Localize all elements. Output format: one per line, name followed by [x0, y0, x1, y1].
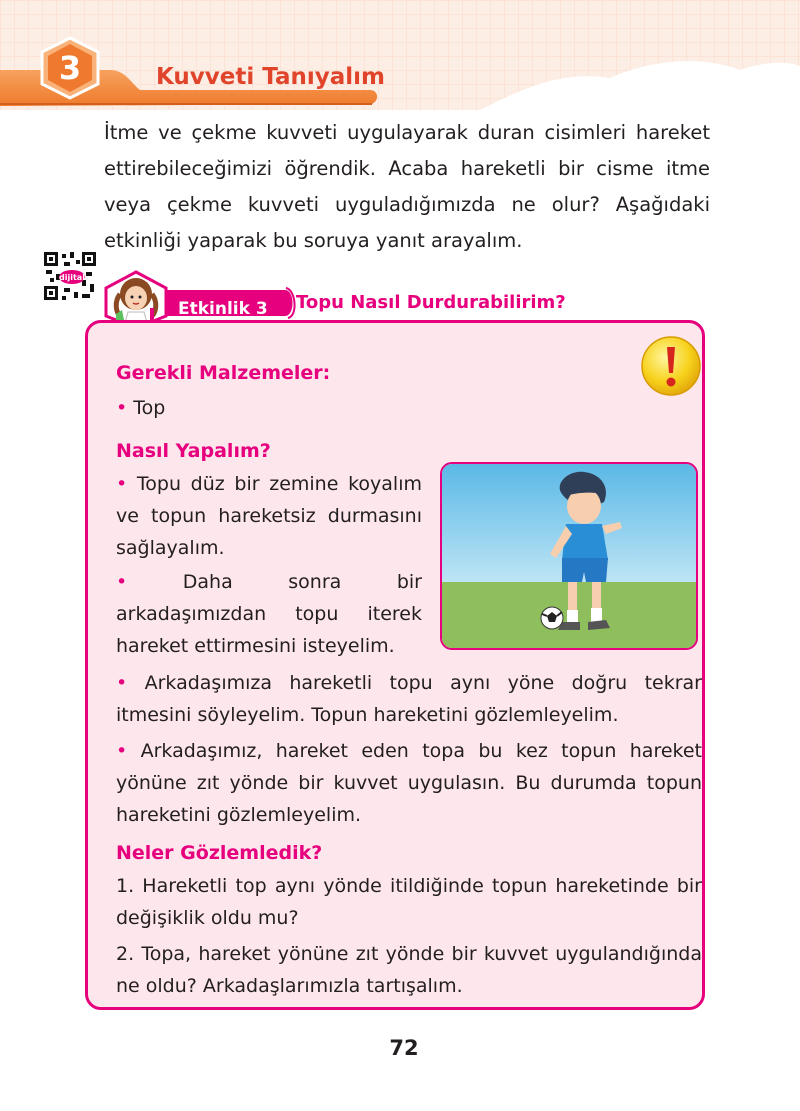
activity-title: Topu Nasıl Durdurabilirim?: [296, 292, 566, 313]
step-text: Arkadaşımız, hareket eden topa bu kez topun hareket yönüne zıt yönde bir kuvvet uygulasın. Bu durumda topun hareketini gözlemleyelim.: [116, 740, 702, 826]
unit-number: 3: [58, 49, 82, 87]
qr-code-icon[interactable]: [42, 250, 98, 302]
page-number: 72: [389, 1036, 419, 1060]
materials-heading: Gerekli Malzemeler:: [116, 362, 331, 384]
question-2: 2. Topa, hareket yönüne zıt yönde bir kuvvet uygulandığında ne oldu? Arkadaşlarımızla tartışalım.: [116, 943, 702, 997]
step-2: [116, 566, 422, 662]
step-text: Daha sonra bir arkadaşımızdan topu iterek hareket ettirmesini isteyelim.: [116, 571, 422, 657]
unit-header: [0, 0, 800, 125]
bullet-icon: •: [116, 740, 128, 762]
step-text: Arkadaşımıza hareketli topu aynı yöne doğru tekrar itmesini söyleyelim. Topun hareketini gözlemleyelim.: [116, 672, 702, 726]
bullet-icon: •: [116, 571, 128, 593]
step-1: [116, 468, 422, 564]
question-1: 1. Hareketli top aynı yönde itildiğinde topun hareketinde bir değişiklik oldu mu?: [116, 875, 702, 929]
intro-paragraph: İtme ve çekme kuvveti uygulayarak duran cisimleri hareket ettirebileceğimizi öğrendik. Acaba hareketli bir cisme itme veya çekme kuvveti uyguladığımızda ne olur? Aşağıdaki etkinliği yaparak bu soruya yanıt arayalım.: [104, 121, 710, 252]
step-text: Topu düz bir zemine koyalım ve topun hareketsiz durmasını sağlayalım.: [116, 473, 422, 559]
how-to-heading: Nasıl Yapalım?: [116, 440, 271, 462]
exclamation-icon: [640, 335, 702, 397]
step-4: [116, 735, 702, 831]
step-3: [116, 667, 702, 731]
observations-heading: Neler Gözlemledik?: [116, 842, 323, 864]
soccer-boy-illustration: [440, 462, 698, 650]
unit-title: Kuvveti Tanıyalım: [156, 64, 386, 90]
bullet-icon: •: [116, 672, 128, 694]
qr-badge-text: dijital: [59, 273, 85, 282]
bullet-icon: •: [116, 397, 128, 419]
material-name: Top: [133, 397, 166, 419]
activity-label: Etkinlik 3: [178, 299, 268, 319]
materials-item: [116, 392, 316, 424]
bullet-icon: •: [116, 473, 128, 495]
